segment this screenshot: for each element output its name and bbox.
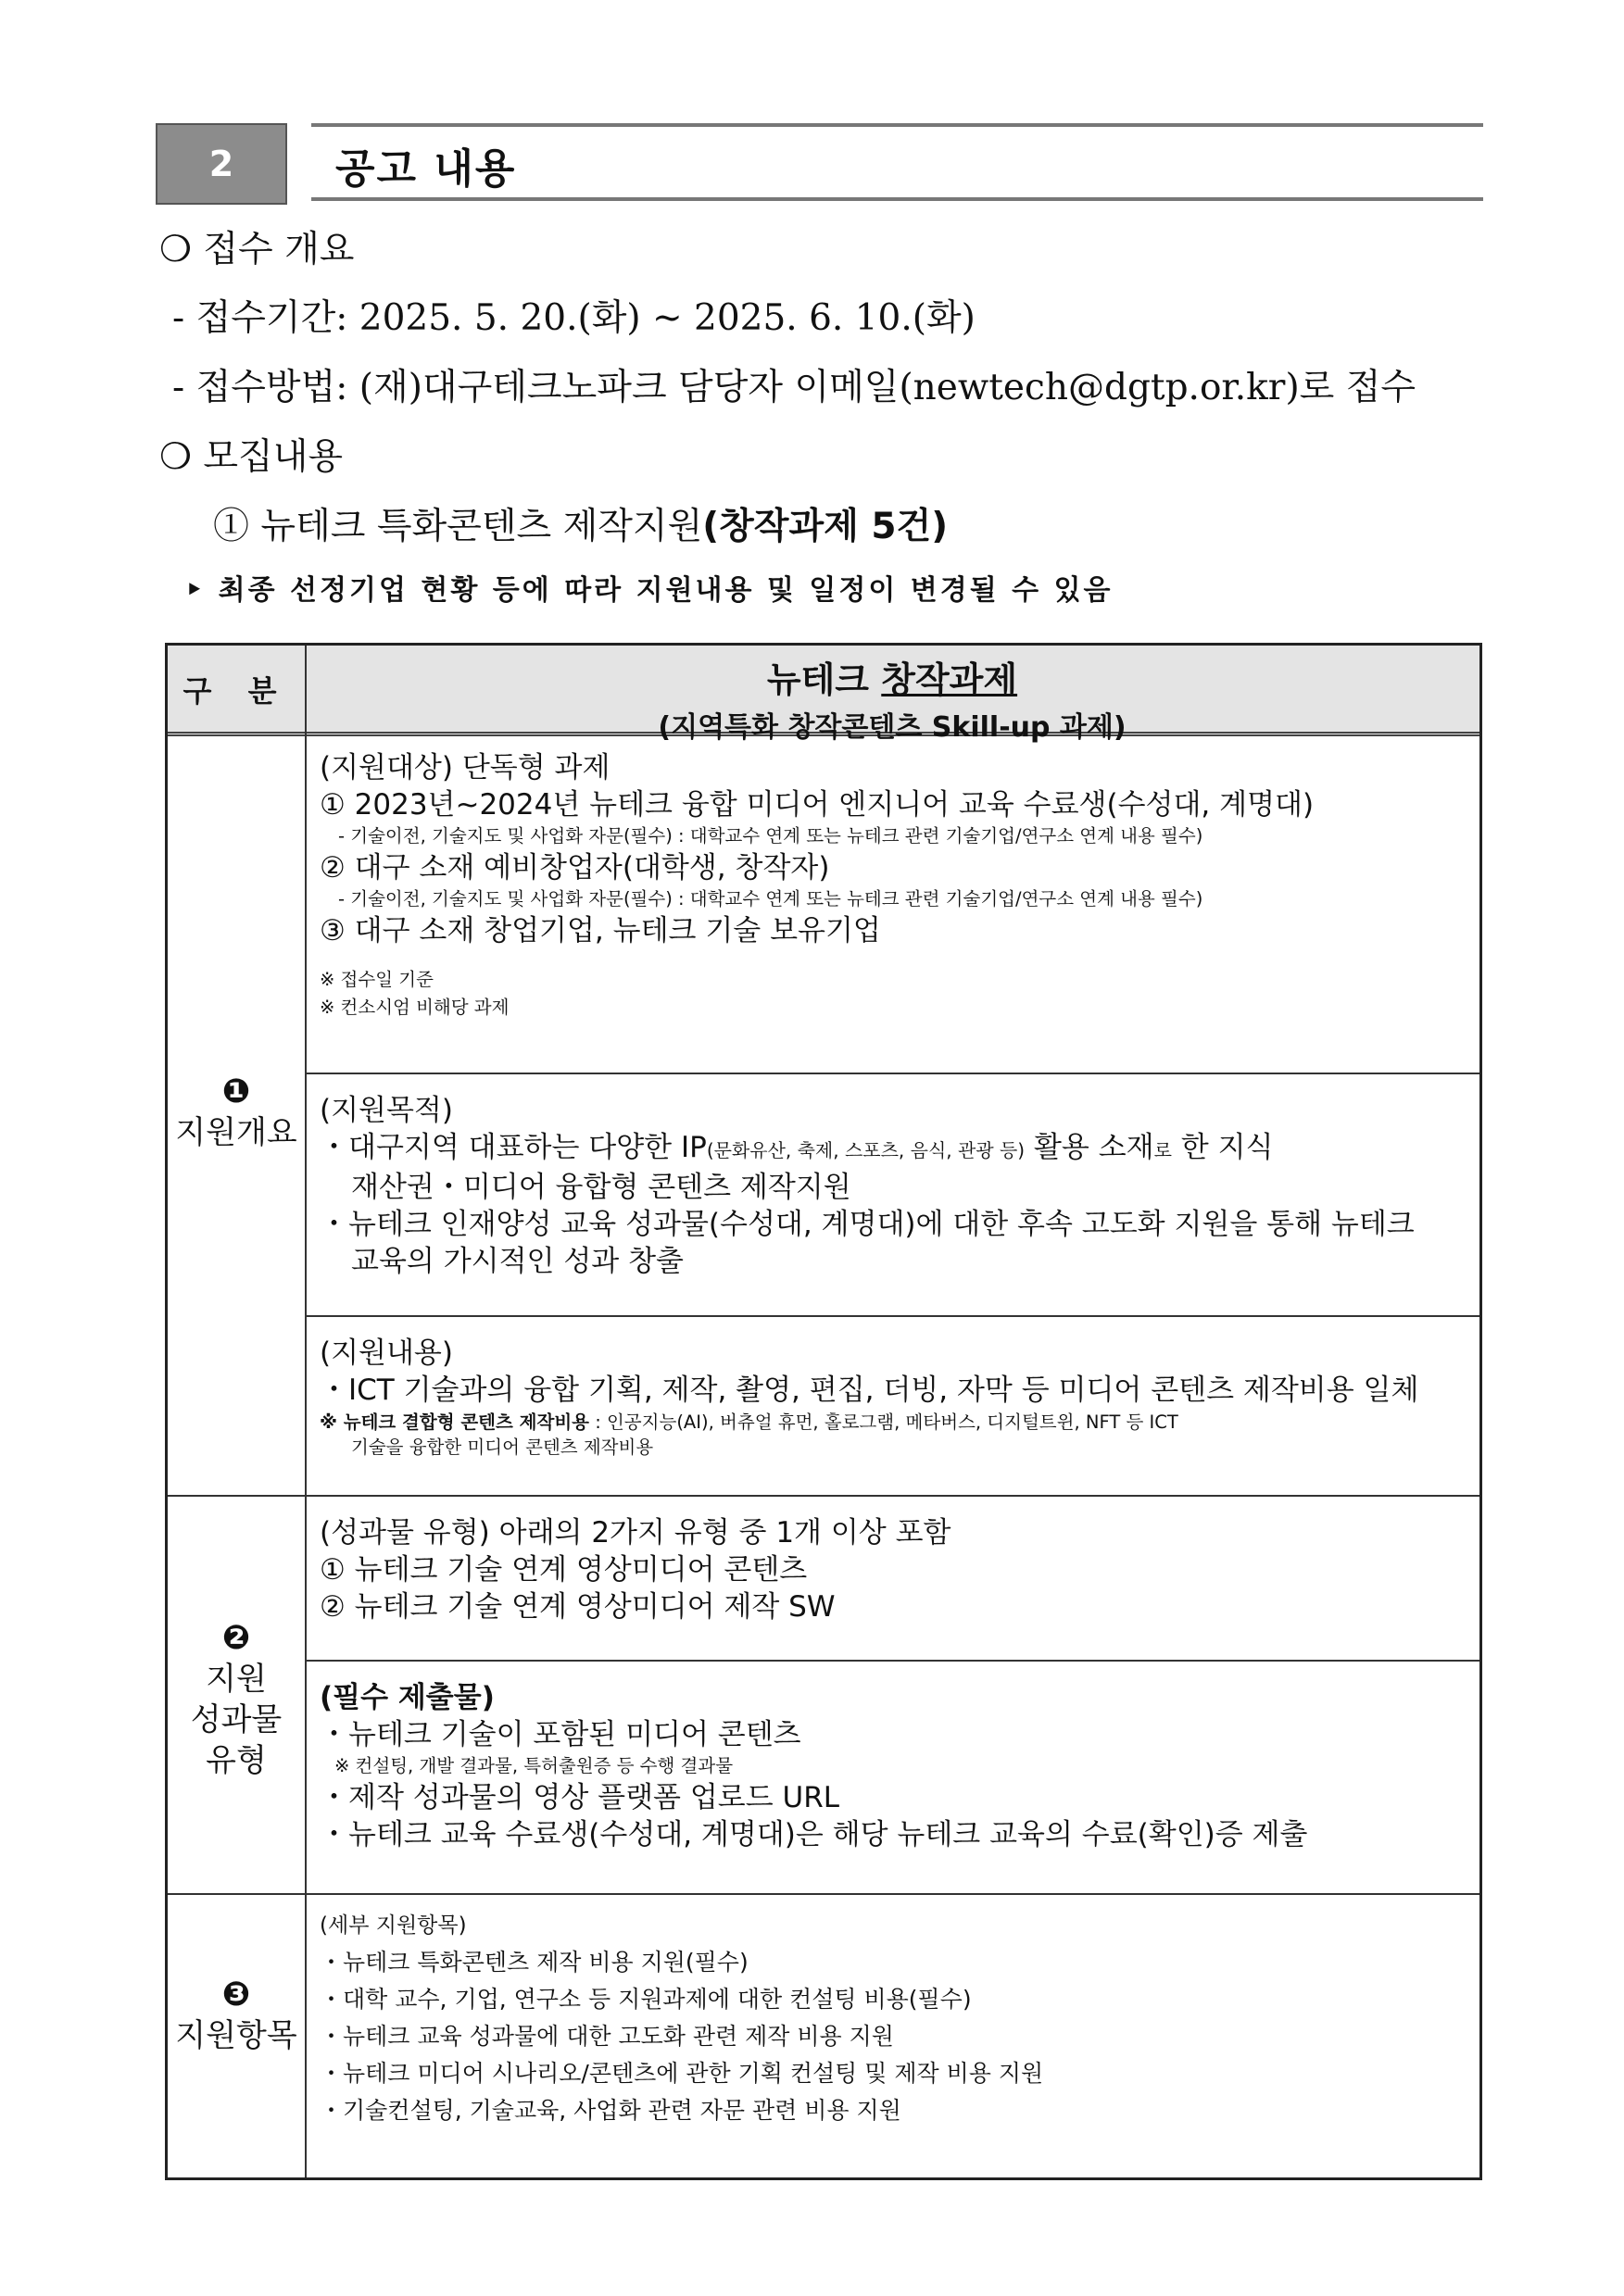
divider-types-required [305, 1660, 1479, 1662]
divider-target-purpose [305, 1073, 1479, 1074]
header-category: 구 분 [183, 672, 290, 709]
purpose-bullet-1 [320, 1129, 1465, 1169]
content-note-cont: 기술을 융합한 미디어 콘텐츠 제작비용 [351, 1437, 654, 1458]
row2-number: ❷ [221, 1619, 251, 1657]
reception-period: - 접수기간: 2025. 5. 20.(화) ~ 2025. 6. 10.(화) [172, 297, 976, 339]
reception-method: - 접수방법: (재)대구테크노파크 담당자 이메일(newtech@dgtp.or.kr)로 접수 [172, 367, 1416, 408]
target-ref-1: ※ 접수일 기준 [320, 969, 434, 990]
purpose-bullet-1-b: 활용 소재 [1025, 1131, 1154, 1164]
types-title: (성과물 유형) 아래의 2가지 유형 중 1개 이상 포함 [320, 1516, 951, 1549]
section-title: 공고 내용 [335, 145, 517, 193]
required-bullet-1-note: ※ 컨설팅, 개발 결과물, 특허출원증 등 수행 결과물 [334, 1755, 734, 1776]
header-title-line1 [305, 651, 1479, 702]
target-title: (지원대상) 단독형 과제 [320, 751, 611, 784]
recruit-item-1-bold: (창작과제 5건) [702, 506, 949, 547]
support-items-cell [320, 1907, 1465, 2129]
purpose-bullet-1-cont: 재산권・미디어 융합형 콘텐츠 제작지원 [351, 1171, 851, 1204]
reception-heading: ❍ 접수 개요 [159, 229, 355, 270]
items-bullet-1: ・뉴테크 특화콘텐츠 제작 비용 지원(필수) [320, 1949, 749, 1976]
schedule-note: ‣ 최종 선정기업 현황 등에 따라 지원내용 및 일정이 변경될 수 있음 [185, 574, 1114, 607]
divider-row1-row2 [168, 1495, 1479, 1497]
content-title: (지원내용) [320, 1336, 453, 1370]
required-bullet-3: ・뉴테크 교육 수료생(수성대, 계명대)은 해당 뉴테크 교육의 수료(확인)증 제출 [320, 1818, 1308, 1851]
row3-number: ❸ [221, 1976, 251, 2014]
target-item-3: ③ 대구 소재 창업기업, 뉴테크 기술 보유기업 [320, 914, 881, 947]
divider-purpose-content [305, 1315, 1479, 1317]
row3-label-text: 지원항목 [175, 2017, 297, 2054]
row2-label-line3: 유형 [206, 1742, 267, 1779]
target-item-2-note: - 기술이전, 기술지도 및 사업화 자문(필수) : 대학교수 연계 또는 뉴테크 관련 기술기업/연구소 연계 내용 필수) [338, 888, 1203, 910]
header-title-line1-b: 창작과제 [881, 659, 1018, 700]
required-submissions-cell [320, 1679, 1465, 1853]
section-number: 2 [208, 144, 234, 184]
row2-label-line1: 지원 [206, 1661, 267, 1698]
content-note [320, 1409, 1465, 1437]
table-header [168, 646, 1479, 744]
required-bullet-2: ・제작 성과물의 영상 플랫폼 업로드 URL [320, 1781, 840, 1814]
items-bullet-3: ・뉴테크 교육 성과물에 대한 고도화 관련 제작 비용 지원 [320, 2023, 894, 2050]
target-ref-2: ※ 컨소시엄 비해당 과제 [320, 997, 510, 1018]
row1-number: ❶ [221, 1073, 251, 1110]
types-item-1: ① 뉴테크 기술 연계 영상미디어 콘텐츠 [320, 1553, 808, 1587]
header-title-line2: (지역특화 창작콘텐츠 Skill-up 과제) [658, 711, 1127, 744]
row2-label-line2: 성과물 [190, 1701, 283, 1738]
target-item-1: ① 2023년~2024년 뉴테크 융합 미디어 엔지니어 교육 수료생(수성대, 계명대) [320, 788, 1315, 822]
purpose-bullet-1-small2: 로 [1153, 1139, 1172, 1161]
purpose-bullet-1-small: (문화유산, 축제, 스포츠, 음식, 관광 등) [706, 1139, 1026, 1161]
section-rule-top [311, 123, 1483, 127]
recruit-item-1 [213, 497, 948, 549]
section-rule-bottom [311, 197, 1483, 201]
content-note-bold: ※ 뉴테크 결합형 콘텐츠 제작비용 [320, 1411, 589, 1433]
divider-row2-row3 [168, 1893, 1479, 1895]
support-purpose-cell [320, 1092, 1465, 1280]
content-bullet-1: ・ICT 기술과의 융합 기획, 제작, 촬영, 편집, 더빙, 자막 등 미디어 콘텐츠 제작비용 일체 [320, 1374, 1419, 1407]
header-title-line1-a: 뉴테크 [766, 659, 882, 700]
recruit-item-1-text: ① 뉴테크 특화콘텐츠 제작지원 [213, 506, 703, 547]
items-bullet-2: ・대학 교수, 기업, 연구소 등 지원과제에 대한 컨설팅 비용(필수) [320, 1986, 972, 2013]
output-types-cell [320, 1514, 1465, 1625]
purpose-bullet-2-cont: 교육의 가시적인 성과 창출 [351, 1245, 684, 1278]
row2-label [168, 1618, 305, 1781]
row3-label [168, 1975, 305, 2056]
purpose-title: (지원목적) [320, 1094, 453, 1127]
support-target-cell [320, 749, 1465, 1022]
required-bullet-1: ・뉴테크 기술이 포함된 미디어 콘텐츠 [320, 1718, 801, 1751]
items-bullet-5: ・기술컨설팅, 기술교육, 사업화 관련 자문 관련 비용 지원 [320, 2097, 901, 2124]
content-note-rest: : 인공지능(AI), 버츄얼 휴먼, 홀로그램, 메타버스, 디지털트윈, NFT 등 ICT [589, 1411, 1178, 1433]
types-item-2: ② 뉴테크 기술 연계 영상미디어 제작 SW [320, 1590, 836, 1624]
table-column-divider [305, 646, 307, 2177]
target-item-2: ② 대구 소재 예비창업자(대학생, 창작자) [320, 851, 830, 885]
target-item-1-note: - 기술이전, 기술지도 및 사업화 자문(필수) : 대학교수 연계 또는 뉴테크 관련 기술기업/연구소 연계 내용 필수) [338, 825, 1203, 847]
row1-label [168, 1072, 305, 1153]
purpose-bullet-2: ・뉴테크 인재양성 교육 성과물(수성대, 계명대)에 대한 후속 고도화 지원을 통해 뉴테크 [320, 1208, 1415, 1241]
required-title: (필수 제출물) [320, 1681, 495, 1714]
items-bullet-4: ・뉴테크 미디어 시나리오/콘텐츠에 관한 기획 컨설팅 및 제작 비용 지원 [320, 2060, 1044, 2087]
support-content-cell [320, 1335, 1465, 1459]
header-title [305, 646, 1479, 744]
purpose-bullet-1-a: ・대구지역 대표하는 다양한 IP [320, 1131, 707, 1164]
items-title: (세부 지원항목) [320, 1913, 467, 1938]
recruit-heading: ❍ 모집내용 [159, 436, 344, 478]
section-number-box [156, 123, 287, 205]
row1-label-text: 지원개요 [175, 1114, 297, 1151]
purpose-bullet-1-c: 한 지식 [1171, 1131, 1274, 1164]
support-table [165, 643, 1482, 2180]
